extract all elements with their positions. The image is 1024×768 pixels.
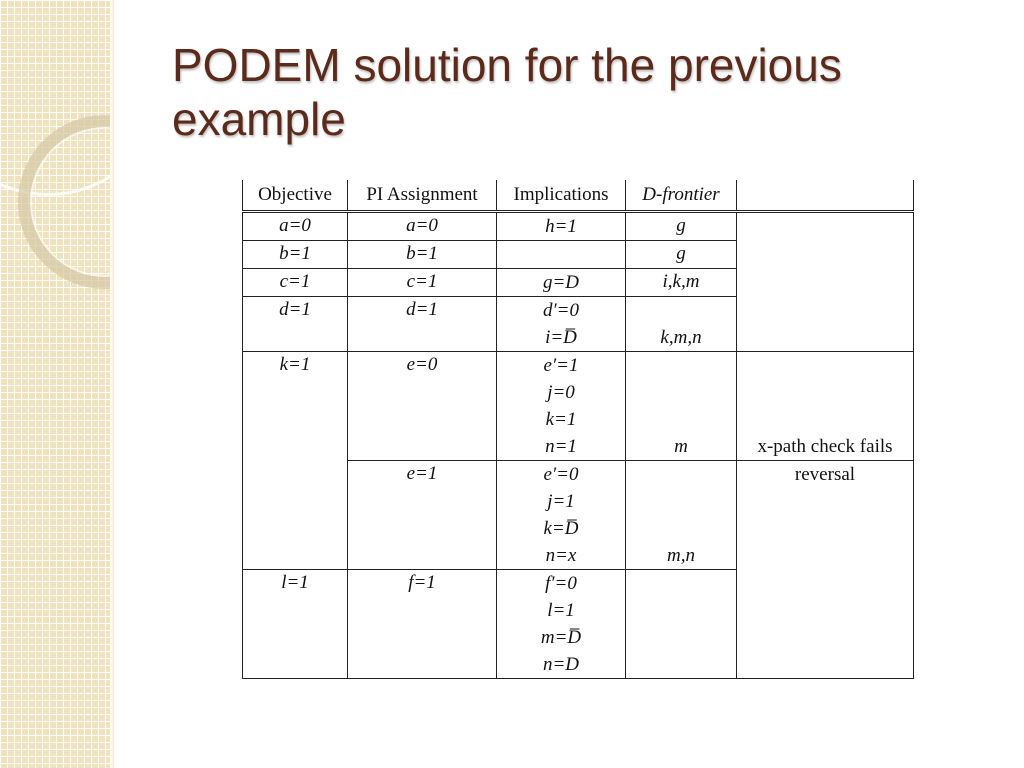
cell-objective: c=1 <box>243 269 348 297</box>
cell-pi: e=1 <box>348 461 497 570</box>
cell-pi: b=1 <box>348 241 497 269</box>
implication-line: e′=1 <box>543 355 579 376</box>
header-implications: Implications <box>497 180 626 212</box>
note-x-path: x-path check fails <box>757 436 893 457</box>
implication-line: e′=0 <box>543 464 579 485</box>
cell-objective: l=1 <box>243 570 348 679</box>
implication-line: m=D̅ <box>540 627 582 648</box>
implication-line: j=1 <box>547 491 575 512</box>
implication-line: f′=0 <box>545 573 577 594</box>
cell-notes <box>737 461 914 679</box>
cell-d-frontier: m <box>626 352 737 461</box>
cell-pi: a=0 <box>348 212 497 241</box>
cell-pi: d=1 <box>348 297 497 352</box>
cell-notes <box>737 212 914 352</box>
implication-line: l=1 <box>547 600 575 621</box>
table-row <box>243 212 914 241</box>
cell-implications <box>497 352 626 461</box>
implication-line: j=0 <box>547 382 575 403</box>
implication-line: n=D <box>542 654 580 675</box>
side-decoration-panel <box>0 0 112 768</box>
implication-line: d′=0 <box>543 300 579 321</box>
cell-implications <box>497 297 626 352</box>
cell-pi: f=1 <box>348 570 497 679</box>
header-pi-assignment: PI Assignment <box>348 180 497 212</box>
cell-objective: k=1 <box>243 352 348 570</box>
implication-line: n=x <box>545 545 577 566</box>
table-header-row <box>243 180 914 212</box>
implication-line-empty <box>503 241 619 268</box>
cell-notes <box>737 352 914 461</box>
implication-line: n=1 <box>545 436 577 457</box>
header-objective: Objective <box>243 180 348 212</box>
implication-line: k=1 <box>545 409 577 430</box>
header-notes <box>737 180 914 212</box>
cell-d-frontier: i,k,m <box>626 269 737 297</box>
cell-d-frontier: k,m,n <box>626 297 737 352</box>
podem-table <box>242 180 914 679</box>
slide-title: PODEM solution for the previous example <box>172 39 842 145</box>
cell-implications <box>497 461 626 570</box>
cell-objective: a=0 <box>243 212 348 241</box>
cell-d-frontier <box>626 570 737 679</box>
cell-d-frontier: m,n <box>626 461 737 570</box>
cell-d-frontier: g <box>626 241 737 269</box>
side-panel-edge <box>110 0 114 768</box>
implication-line: g=D <box>542 272 580 293</box>
implication-line: i=D̅ <box>545 327 577 348</box>
table-row <box>243 352 914 461</box>
cell-implications <box>497 269 626 297</box>
cell-d-frontier: g <box>626 212 737 241</box>
cell-implications <box>497 212 626 241</box>
note-reversal: reversal <box>794 464 856 485</box>
cell-pi: c=1 <box>348 269 497 297</box>
implication-line: k=D̅ <box>543 518 579 539</box>
cell-implications <box>497 241 626 269</box>
cell-pi: e=0 <box>348 352 497 461</box>
cell-implications <box>497 570 626 679</box>
cell-objective: d=1 <box>243 297 348 352</box>
implication-line: h=1 <box>545 216 577 237</box>
header-d-frontier: D-frontier <box>626 180 737 212</box>
cell-objective: b=1 <box>243 241 348 269</box>
